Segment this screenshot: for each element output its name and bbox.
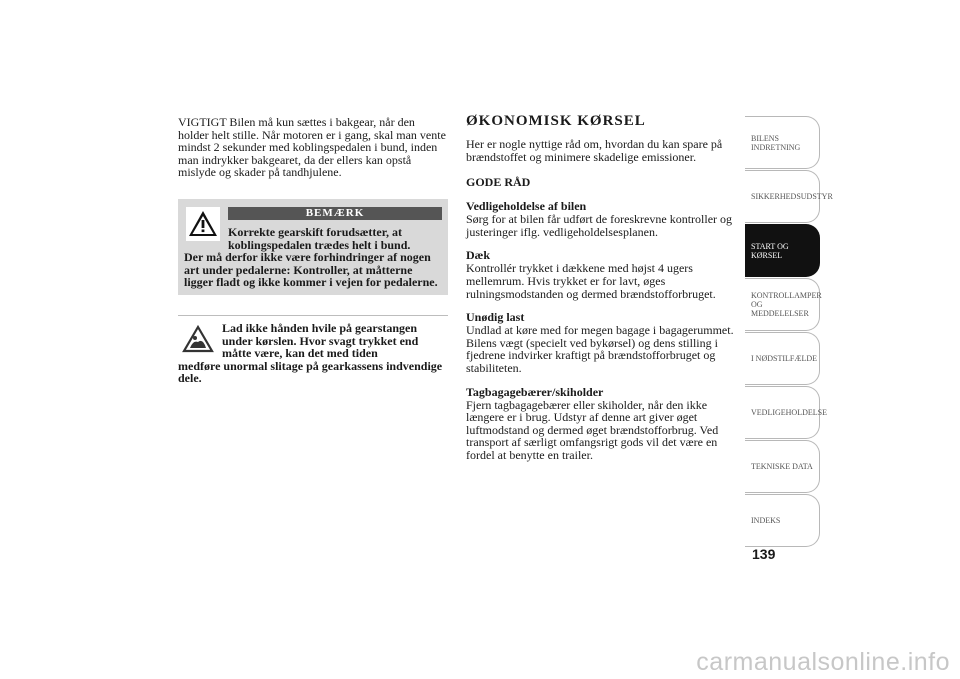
tab-tekniske-data[interactable]: TEKNISKE DATA bbox=[745, 440, 820, 493]
section-intro: Her er nogle nyttige råd om, hvordan du kan spare på brændstoffet og minimere skadelige emissioner. bbox=[466, 137, 723, 164]
reverse-gear-warning: VIGTIGT Bilen må kun sættes i bakgear, når den holder helt stille. Når motoren er i gang, skal man vente mindst 2 sekunder med koblingspedalen i bund, inden man indrykker bakgearet, da der ellers kan opstå mislyde og skader på tandhjulene. bbox=[178, 115, 446, 180]
environment-note bbox=[178, 322, 448, 385]
environment-text-rest: medføre unormal slitage på gearkassens indvendige dele. bbox=[178, 358, 443, 386]
chapter-tabs bbox=[745, 116, 833, 548]
note-text bbox=[184, 226, 442, 289]
tab-indeks[interactable]: INDEKS bbox=[745, 494, 820, 547]
advice-item bbox=[466, 248, 738, 300]
environment-text bbox=[178, 322, 448, 385]
environment-text-indented: Lad ikke hånden hvile på gearstangen under kørslen. Hvor svagt trykket end måtte være, kan det med tiden bbox=[222, 320, 419, 361]
tab-vedligeholdelse[interactable]: VEDLIGEHOLDELSE bbox=[745, 386, 820, 439]
advice-item bbox=[466, 310, 738, 374]
advice-heading: Vedligeholdelse af bilen bbox=[466, 199, 587, 214]
note-header: BEMÆRK bbox=[228, 207, 442, 220]
left-column bbox=[178, 116, 448, 385]
section-title: ØKONOMISK KØRSEL bbox=[466, 113, 646, 129]
note-text-indented: Korrekte gearskift forudsætter, at koblingspedalen trædes helt i bund. bbox=[228, 224, 411, 252]
advice-item bbox=[466, 199, 738, 238]
advice-text: Fjern tagbagagebærer eller skiholder, når den ikke længere er i brug. Udstyr af denne art giver øget luftmodstand og dermed øget brændstofforbrug. Ved transport af særligt omfangsrigt gods vil det være en fordel at benytte en trailer. bbox=[466, 397, 719, 462]
note-text-rest: Der må derfor ikke være forhindringer af nogen art under pedalerne: Kontroller, at måtterne ligger fladt og ikke kommer i vejen for pedalerne. bbox=[184, 250, 438, 290]
tab-sikkerhedsudstyr[interactable]: SIKKERHEDSUDSTYR bbox=[745, 170, 820, 223]
tab-bilens-indretning[interactable]: BILENS INDRETNING bbox=[745, 116, 820, 169]
tab-start-og-korsel[interactable]: START OG KØRSEL bbox=[745, 224, 820, 277]
tab-kontrollamper[interactable]: KONTROLLAMPER OG MEDDELELSER bbox=[745, 278, 820, 331]
watermark: carmanualsonline.info bbox=[696, 648, 950, 676]
advice-text: Undlad at køre med for megen bagage i bagagerummet. Bilens vægt (specielt ved bykørsel) og dens stilling i fjedrene indvirker kraftigt på brændstofforbruget og stabiliteten. bbox=[466, 323, 734, 375]
environment-icon bbox=[182, 324, 214, 354]
right-column bbox=[466, 112, 738, 462]
tab-i-nodstilfaelde[interactable]: I NØDSTILFÆLDE bbox=[745, 332, 820, 385]
advice-heading: Unødig last bbox=[466, 310, 525, 325]
subsection-title: GODE RÅD bbox=[466, 175, 531, 190]
page-number: 139 bbox=[752, 546, 776, 562]
advice-item bbox=[466, 385, 738, 462]
advice-text: Sørg for at bilen får udført de foreskrevne kontroller og justeringer iflg. vedligeholdelsesplanen. bbox=[466, 212, 733, 239]
divider bbox=[178, 315, 448, 316]
advice-heading: Tagbagagebærer/skiholder bbox=[466, 384, 604, 399]
warning-icon bbox=[186, 207, 220, 241]
advice-heading: Dæk bbox=[466, 248, 491, 263]
note-box bbox=[178, 199, 448, 295]
advice-text: Kontrollér trykket i dækkene med højst 4 ugers mellemrum. Hvis trykket er for lavt, øges rulningsmodstanden og dermed brændstofforbruget. bbox=[466, 261, 716, 301]
